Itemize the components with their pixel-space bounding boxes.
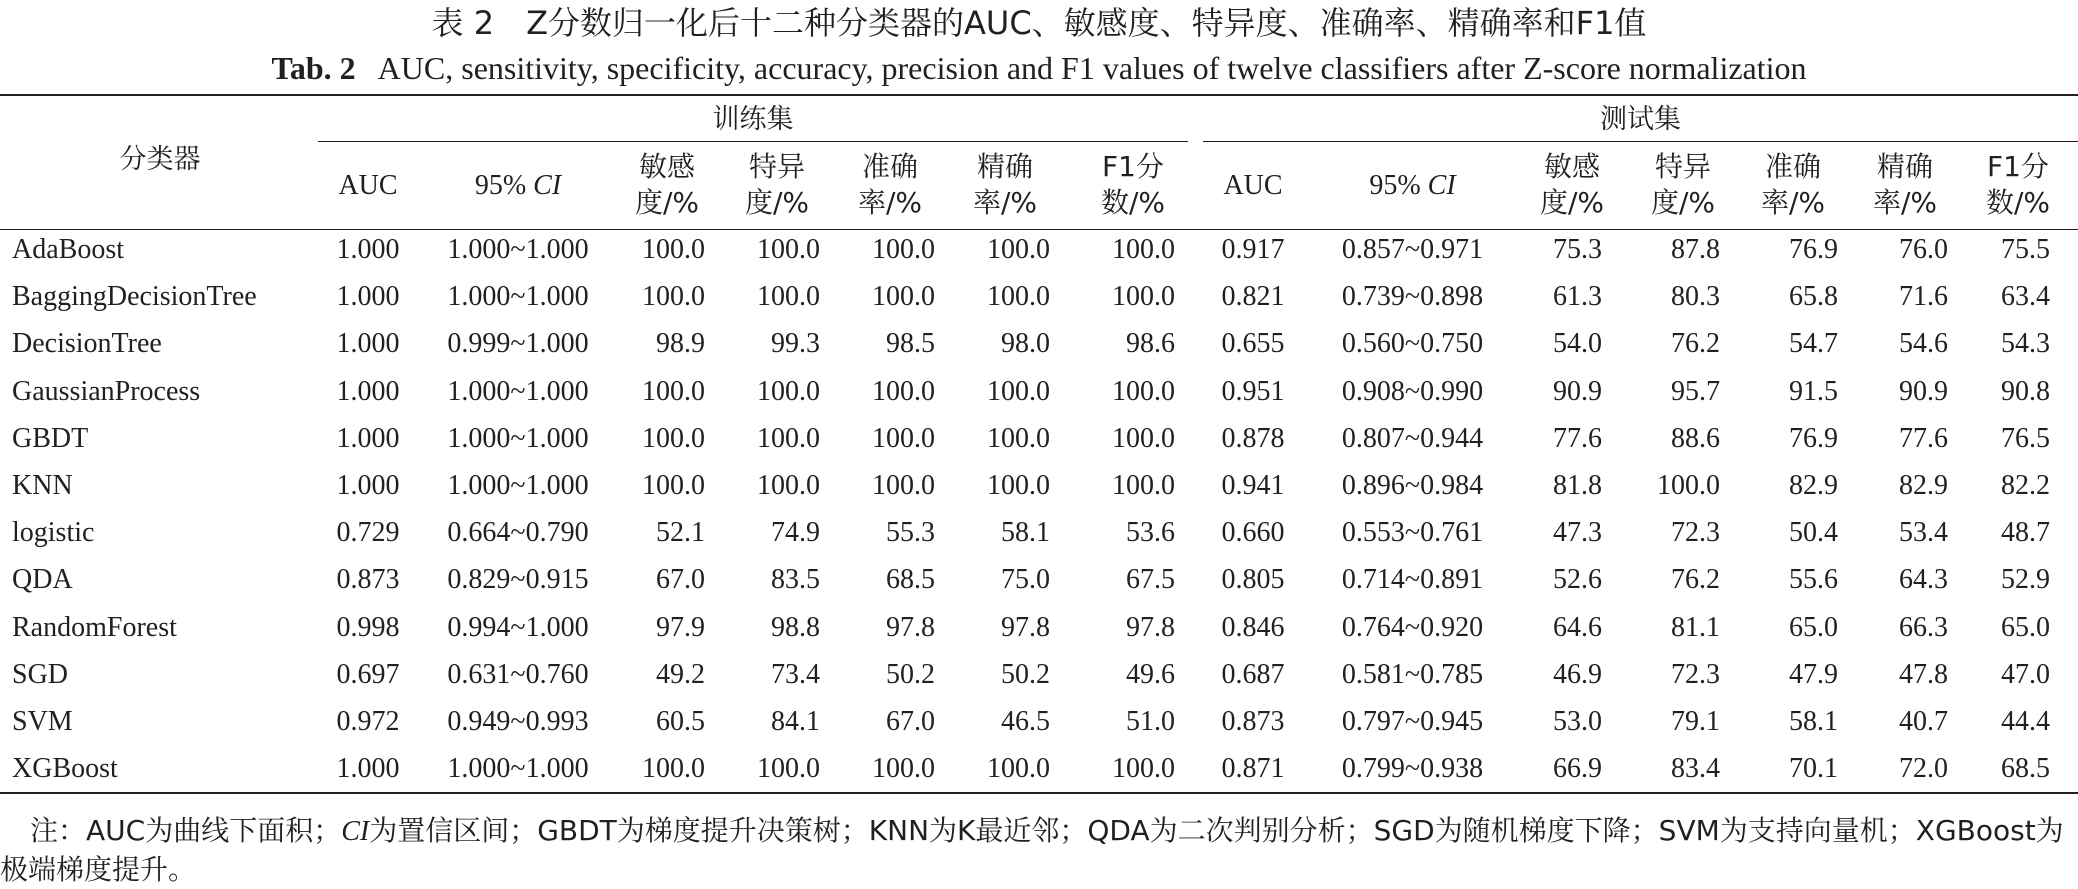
classifier-name: RandomForest: [12, 612, 177, 643]
train-ci-cell: 1.000~1.000: [447, 753, 589, 784]
train-sens-cell: 100.0: [642, 753, 705, 784]
test-spec-cell: 72.3: [1671, 517, 1720, 548]
test-acc-cell: 91.5: [1789, 376, 1838, 407]
train-f1-cell: 100.0: [1112, 234, 1175, 265]
note-part-1: 注：AUC为曲线下面积；: [30, 814, 342, 847]
train-f1-cell: 51.0: [1126, 706, 1175, 737]
test-auc-cell: 0.941: [1221, 470, 1285, 501]
train-sens-cell: 100.0: [642, 234, 705, 265]
test-prec-cell: 64.3: [1899, 564, 1948, 595]
train-auc-cell: 1.000: [336, 234, 400, 265]
train-auc-cell: 0.873: [336, 564, 400, 595]
test-f1-cell: 47.0: [2001, 659, 2050, 690]
test-f1-cell: 44.4: [2001, 706, 2050, 737]
test-sens-cell: 66.9: [1553, 753, 1602, 784]
train-f1-cell: 100.0: [1112, 753, 1175, 784]
test-f1-cell: 76.5: [2001, 423, 2050, 454]
test-header-ci: 95% CI: [1369, 170, 1456, 201]
test-auc-cell: 0.878: [1221, 423, 1285, 454]
train-sens-cell: 52.1: [656, 517, 705, 548]
test-ci-cell: 0.764~0.920: [1341, 612, 1484, 643]
test-prec-cell: 53.4: [1899, 517, 1948, 548]
train-ci-cell: 0.829~0.915: [447, 564, 589, 595]
train-acc-cell: 100.0: [872, 281, 935, 312]
train-sens-cell: 100.0: [642, 470, 705, 501]
train-auc-cell: 1.000: [336, 328, 400, 359]
train-auc-cell: 0.998: [336, 612, 400, 643]
test-ci-cell: 0.581~0.785: [1341, 659, 1484, 690]
classifier-name: DecisionTree: [12, 328, 162, 359]
train-spec-cell: 100.0: [757, 423, 820, 454]
train-acc-cell: 97.8: [886, 612, 935, 643]
test-f1-cell: 82.2: [2001, 470, 2050, 501]
test-spec-cell: 83.4: [1671, 753, 1720, 784]
header-train: 训练集: [712, 104, 794, 135]
test-header-spec: 特异 度/%: [1650, 150, 1716, 219]
train-group-rule: [318, 141, 1188, 142]
test-ci-cell: 0.908~0.990: [1341, 376, 1484, 407]
test-spec-cell: 72.3: [1671, 659, 1720, 690]
test-prec-cell: 82.9: [1899, 470, 1948, 501]
test-acc-cell: 65.8: [1789, 281, 1838, 312]
test-ci-cell: 0.857~0.971: [1341, 234, 1484, 265]
top-rule: [0, 94, 2078, 96]
train-header-spec: 特异 度/%: [744, 150, 810, 219]
train-acc-cell: 100.0: [872, 376, 935, 407]
test-ci-cell: 0.553~0.761: [1341, 517, 1484, 548]
test-spec-cell: 100.0: [1657, 470, 1720, 501]
test-auc-cell: 0.917: [1221, 234, 1285, 265]
train-spec-cell: 99.3: [771, 328, 820, 359]
test-sens-cell: 54.0: [1553, 328, 1602, 359]
train-prec-cell: 98.0: [1001, 328, 1050, 359]
classifier-name: SGD: [12, 659, 69, 690]
test-auc-cell: 0.660: [1221, 517, 1285, 548]
train-auc-cell: 0.697: [336, 659, 400, 690]
test-prec-cell: 76.0: [1899, 234, 1948, 265]
header-bottom-rule: [0, 229, 2078, 230]
classifier-name: logistic: [12, 517, 95, 548]
test-ci-cell: 0.797~0.945: [1341, 706, 1484, 737]
train-auc-cell: 0.729: [336, 517, 400, 548]
test-acc-cell: 58.1: [1789, 706, 1838, 737]
test-ci-cell: 0.739~0.898: [1341, 281, 1484, 312]
test-spec-cell: 81.1: [1671, 612, 1720, 643]
test-acc-cell: 65.0: [1789, 612, 1838, 643]
test-f1-cell: 48.7: [2001, 517, 2050, 548]
test-prec-cell: 72.0: [1899, 753, 1948, 784]
train-spec-cell: 98.8: [771, 612, 820, 643]
train-auc-cell: 1.000: [336, 281, 400, 312]
train-f1-cell: 98.6: [1126, 328, 1175, 359]
train-ci-cell: 0.994~1.000: [447, 612, 589, 643]
train-prec-cell: 50.2: [1001, 659, 1050, 690]
test-auc-cell: 0.846: [1221, 612, 1285, 643]
train-ci-cell: 1.000~1.000: [447, 234, 589, 265]
train-spec-cell: 100.0: [757, 376, 820, 407]
train-prec-cell: 100.0: [987, 753, 1050, 784]
train-prec-cell: 100.0: [987, 376, 1050, 407]
train-ci-cell: 1.000~1.000: [447, 423, 589, 454]
train-ci-cell: 1.000~1.000: [447, 470, 589, 501]
train-header-prec: 精确 率/%: [972, 150, 1038, 219]
bottom-rule: [0, 792, 2078, 794]
train-auc-cell: 1.000: [336, 470, 400, 501]
test-f1-cell: 52.9: [2001, 564, 2050, 595]
test-spec-cell: 79.1: [1671, 706, 1720, 737]
train-header-auc: AUC: [338, 170, 398, 201]
train-prec-cell: 97.8: [1001, 612, 1050, 643]
test-sens-cell: 46.9: [1553, 659, 1602, 690]
test-acc-cell: 50.4: [1789, 517, 1838, 548]
test-sens-cell: 64.6: [1553, 612, 1602, 643]
test-spec-cell: 87.8: [1671, 234, 1720, 265]
train-sens-cell: 100.0: [642, 376, 705, 407]
test-f1-cell: 65.0: [2001, 612, 2050, 643]
train-spec-cell: 100.0: [757, 753, 820, 784]
train-ci-cell: 0.949~0.993: [447, 706, 589, 737]
train-spec-cell: 100.0: [757, 281, 820, 312]
test-ci-cell: 0.560~0.750: [1341, 328, 1484, 359]
test-spec-cell: 76.2: [1671, 328, 1720, 359]
train-prec-cell: 46.5: [1001, 706, 1050, 737]
train-ci-cell: 0.999~1.000: [447, 328, 589, 359]
classifier-name: GBDT: [12, 423, 89, 454]
header-test: 测试集: [1600, 104, 1681, 135]
test-prec-cell: 47.8: [1899, 659, 1948, 690]
test-prec-cell: 90.9: [1899, 376, 1948, 407]
train-f1-cell: 67.5: [1126, 564, 1175, 595]
test-acc-cell: 55.6: [1789, 564, 1838, 595]
train-prec-cell: 75.0: [1001, 564, 1050, 595]
train-header-sens: 敏感 度/%: [634, 150, 700, 219]
note-part-2: 为置信区间；GBDT为梯度提升决策树；KNN为K最近邻；QDA为二次判别分析；SGD为随机梯度下降；SVM为支持向量机；XGBoost为极端梯度提升。: [0, 814, 2064, 886]
classifier-name: KNN: [12, 470, 73, 501]
train-f1-cell: 53.6: [1126, 517, 1175, 548]
test-auc-cell: 0.873: [1221, 706, 1285, 737]
train-f1-cell: 100.0: [1112, 423, 1175, 454]
train-sens-cell: 97.9: [656, 612, 705, 643]
train-f1-cell: 97.8: [1126, 612, 1175, 643]
test-sens-cell: 53.0: [1553, 706, 1602, 737]
test-f1-cell: 75.5: [2001, 234, 2050, 265]
train-spec-cell: 100.0: [757, 470, 820, 501]
test-sens-cell: 75.3: [1553, 234, 1602, 265]
test-sens-cell: 81.8: [1553, 470, 1602, 501]
test-spec-cell: 80.3: [1671, 281, 1720, 312]
note-ci: CI: [341, 816, 370, 847]
train-sens-cell: 67.0: [656, 564, 705, 595]
train-acc-cell: 100.0: [872, 753, 935, 784]
classifier-name: SVM: [12, 706, 73, 737]
train-header-acc: 准确 率/%: [857, 150, 923, 219]
test-ci-cell: 0.896~0.984: [1341, 470, 1484, 501]
test-acc-cell: 76.9: [1789, 423, 1838, 454]
classifier-name: AdaBoost: [12, 234, 124, 265]
table-title-en-text: AUC, sensitivity, specificity, accuracy, precision and F1 values of twelve classifiers after Z-score normalization: [377, 50, 1807, 86]
train-auc-cell: 1.000: [336, 753, 400, 784]
train-acc-cell: 67.0: [886, 706, 935, 737]
test-prec-cell: 66.3: [1899, 612, 1948, 643]
table-note: [0, 812, 2072, 889]
test-f1-cell: 68.5: [2001, 753, 2050, 784]
test-auc-cell: 0.951: [1221, 376, 1285, 407]
test-prec-cell: 77.6: [1899, 423, 1948, 454]
test-f1-cell: 63.4: [2001, 281, 2050, 312]
test-auc-cell: 0.655: [1221, 328, 1285, 359]
classifier-name: QDA: [12, 564, 73, 595]
header-classifier: 分类器: [119, 144, 201, 175]
test-sens-cell: 61.3: [1553, 281, 1602, 312]
test-acc-cell: 54.7: [1789, 328, 1838, 359]
train-acc-cell: 100.0: [872, 234, 935, 265]
train-acc-cell: 50.2: [886, 659, 935, 690]
train-header-f1: F1分 数/%: [1100, 150, 1166, 219]
test-sens-cell: 47.3: [1553, 517, 1602, 548]
test-prec-cell: 71.6: [1899, 281, 1948, 312]
test-prec-cell: 54.6: [1899, 328, 1948, 359]
table-title-en: [0, 47, 2078, 89]
train-spec-cell: 83.5: [771, 564, 820, 595]
train-f1-cell: 49.6: [1126, 659, 1175, 690]
test-auc-cell: 0.687: [1221, 659, 1285, 690]
train-ci-cell: 1.000~1.000: [447, 281, 589, 312]
test-header-prec: 精确 率/%: [1872, 150, 1938, 219]
classifier-name: XGBoost: [12, 753, 118, 784]
train-ci-cell: 0.664~0.790: [447, 517, 589, 548]
test-acc-cell: 47.9: [1789, 659, 1838, 690]
train-spec-cell: 100.0: [757, 234, 820, 265]
table-title-cn: 表 2 Z分数归一化后十二种分类器的AUC、敏感度、特异度、准确率、精确率和F1值: [431, 4, 1647, 42]
train-acc-cell: 100.0: [872, 470, 935, 501]
train-prec-cell: 100.0: [987, 470, 1050, 501]
test-acc-cell: 76.9: [1789, 234, 1838, 265]
test-header-auc: AUC: [1223, 170, 1283, 201]
train-prec-cell: 100.0: [987, 423, 1050, 454]
train-header-ci: 95% CI: [474, 170, 562, 201]
train-sens-cell: 100.0: [642, 281, 705, 312]
train-prec-cell: 58.1: [1001, 517, 1050, 548]
test-header-f1: F1分 数/%: [1985, 150, 2051, 219]
test-spec-cell: 88.6: [1671, 423, 1720, 454]
test-prec-cell: 40.7: [1899, 706, 1948, 737]
train-f1-cell: 100.0: [1112, 281, 1175, 312]
train-prec-cell: 100.0: [987, 234, 1050, 265]
test-spec-cell: 95.7: [1671, 376, 1720, 407]
train-sens-cell: 100.0: [642, 423, 705, 454]
test-group-rule: [1203, 141, 2078, 142]
test-ci-cell: 0.799~0.938: [1341, 753, 1484, 784]
test-header-sens: 敏感 度/%: [1539, 150, 1605, 219]
train-acc-cell: 98.5: [886, 328, 935, 359]
test-f1-cell: 54.3: [2001, 328, 2050, 359]
test-sens-cell: 77.6: [1553, 423, 1602, 454]
test-f1-cell: 90.8: [2001, 376, 2050, 407]
train-sens-cell: 60.5: [656, 706, 705, 737]
test-spec-cell: 76.2: [1671, 564, 1720, 595]
train-auc-cell: 0.972: [336, 706, 400, 737]
train-ci-cell: 1.000~1.000: [447, 376, 589, 407]
classifier-name: BaggingDecisionTree: [12, 281, 257, 312]
train-acc-cell: 55.3: [886, 517, 935, 548]
train-acc-cell: 68.5: [886, 564, 935, 595]
train-auc-cell: 1.000: [336, 376, 400, 407]
test-acc-cell: 82.9: [1789, 470, 1838, 501]
classifier-name: GaussianProcess: [12, 376, 201, 407]
train-sens-cell: 98.9: [656, 328, 705, 359]
train-f1-cell: 100.0: [1112, 470, 1175, 501]
test-auc-cell: 0.805: [1221, 564, 1285, 595]
train-prec-cell: 100.0: [987, 281, 1050, 312]
test-ci-cell: 0.807~0.944: [1341, 423, 1484, 454]
train-ci-cell: 0.631~0.760: [447, 659, 589, 690]
train-acc-cell: 100.0: [872, 423, 935, 454]
test-header-acc: 准确 率/%: [1760, 150, 1826, 219]
test-auc-cell: 0.821: [1221, 281, 1285, 312]
test-sens-cell: 52.6: [1553, 564, 1602, 595]
table-label: Tab. 2: [271, 50, 356, 86]
train-spec-cell: 84.1: [771, 706, 820, 737]
test-ci-cell: 0.714~0.891: [1341, 564, 1484, 595]
train-auc-cell: 1.000: [336, 423, 400, 454]
train-f1-cell: 100.0: [1112, 376, 1175, 407]
train-spec-cell: 74.9: [771, 517, 820, 548]
test-acc-cell: 70.1: [1789, 753, 1838, 784]
train-sens-cell: 49.2: [656, 659, 705, 690]
train-spec-cell: 73.4: [771, 659, 820, 690]
test-auc-cell: 0.871: [1221, 753, 1285, 784]
test-sens-cell: 90.9: [1553, 376, 1602, 407]
